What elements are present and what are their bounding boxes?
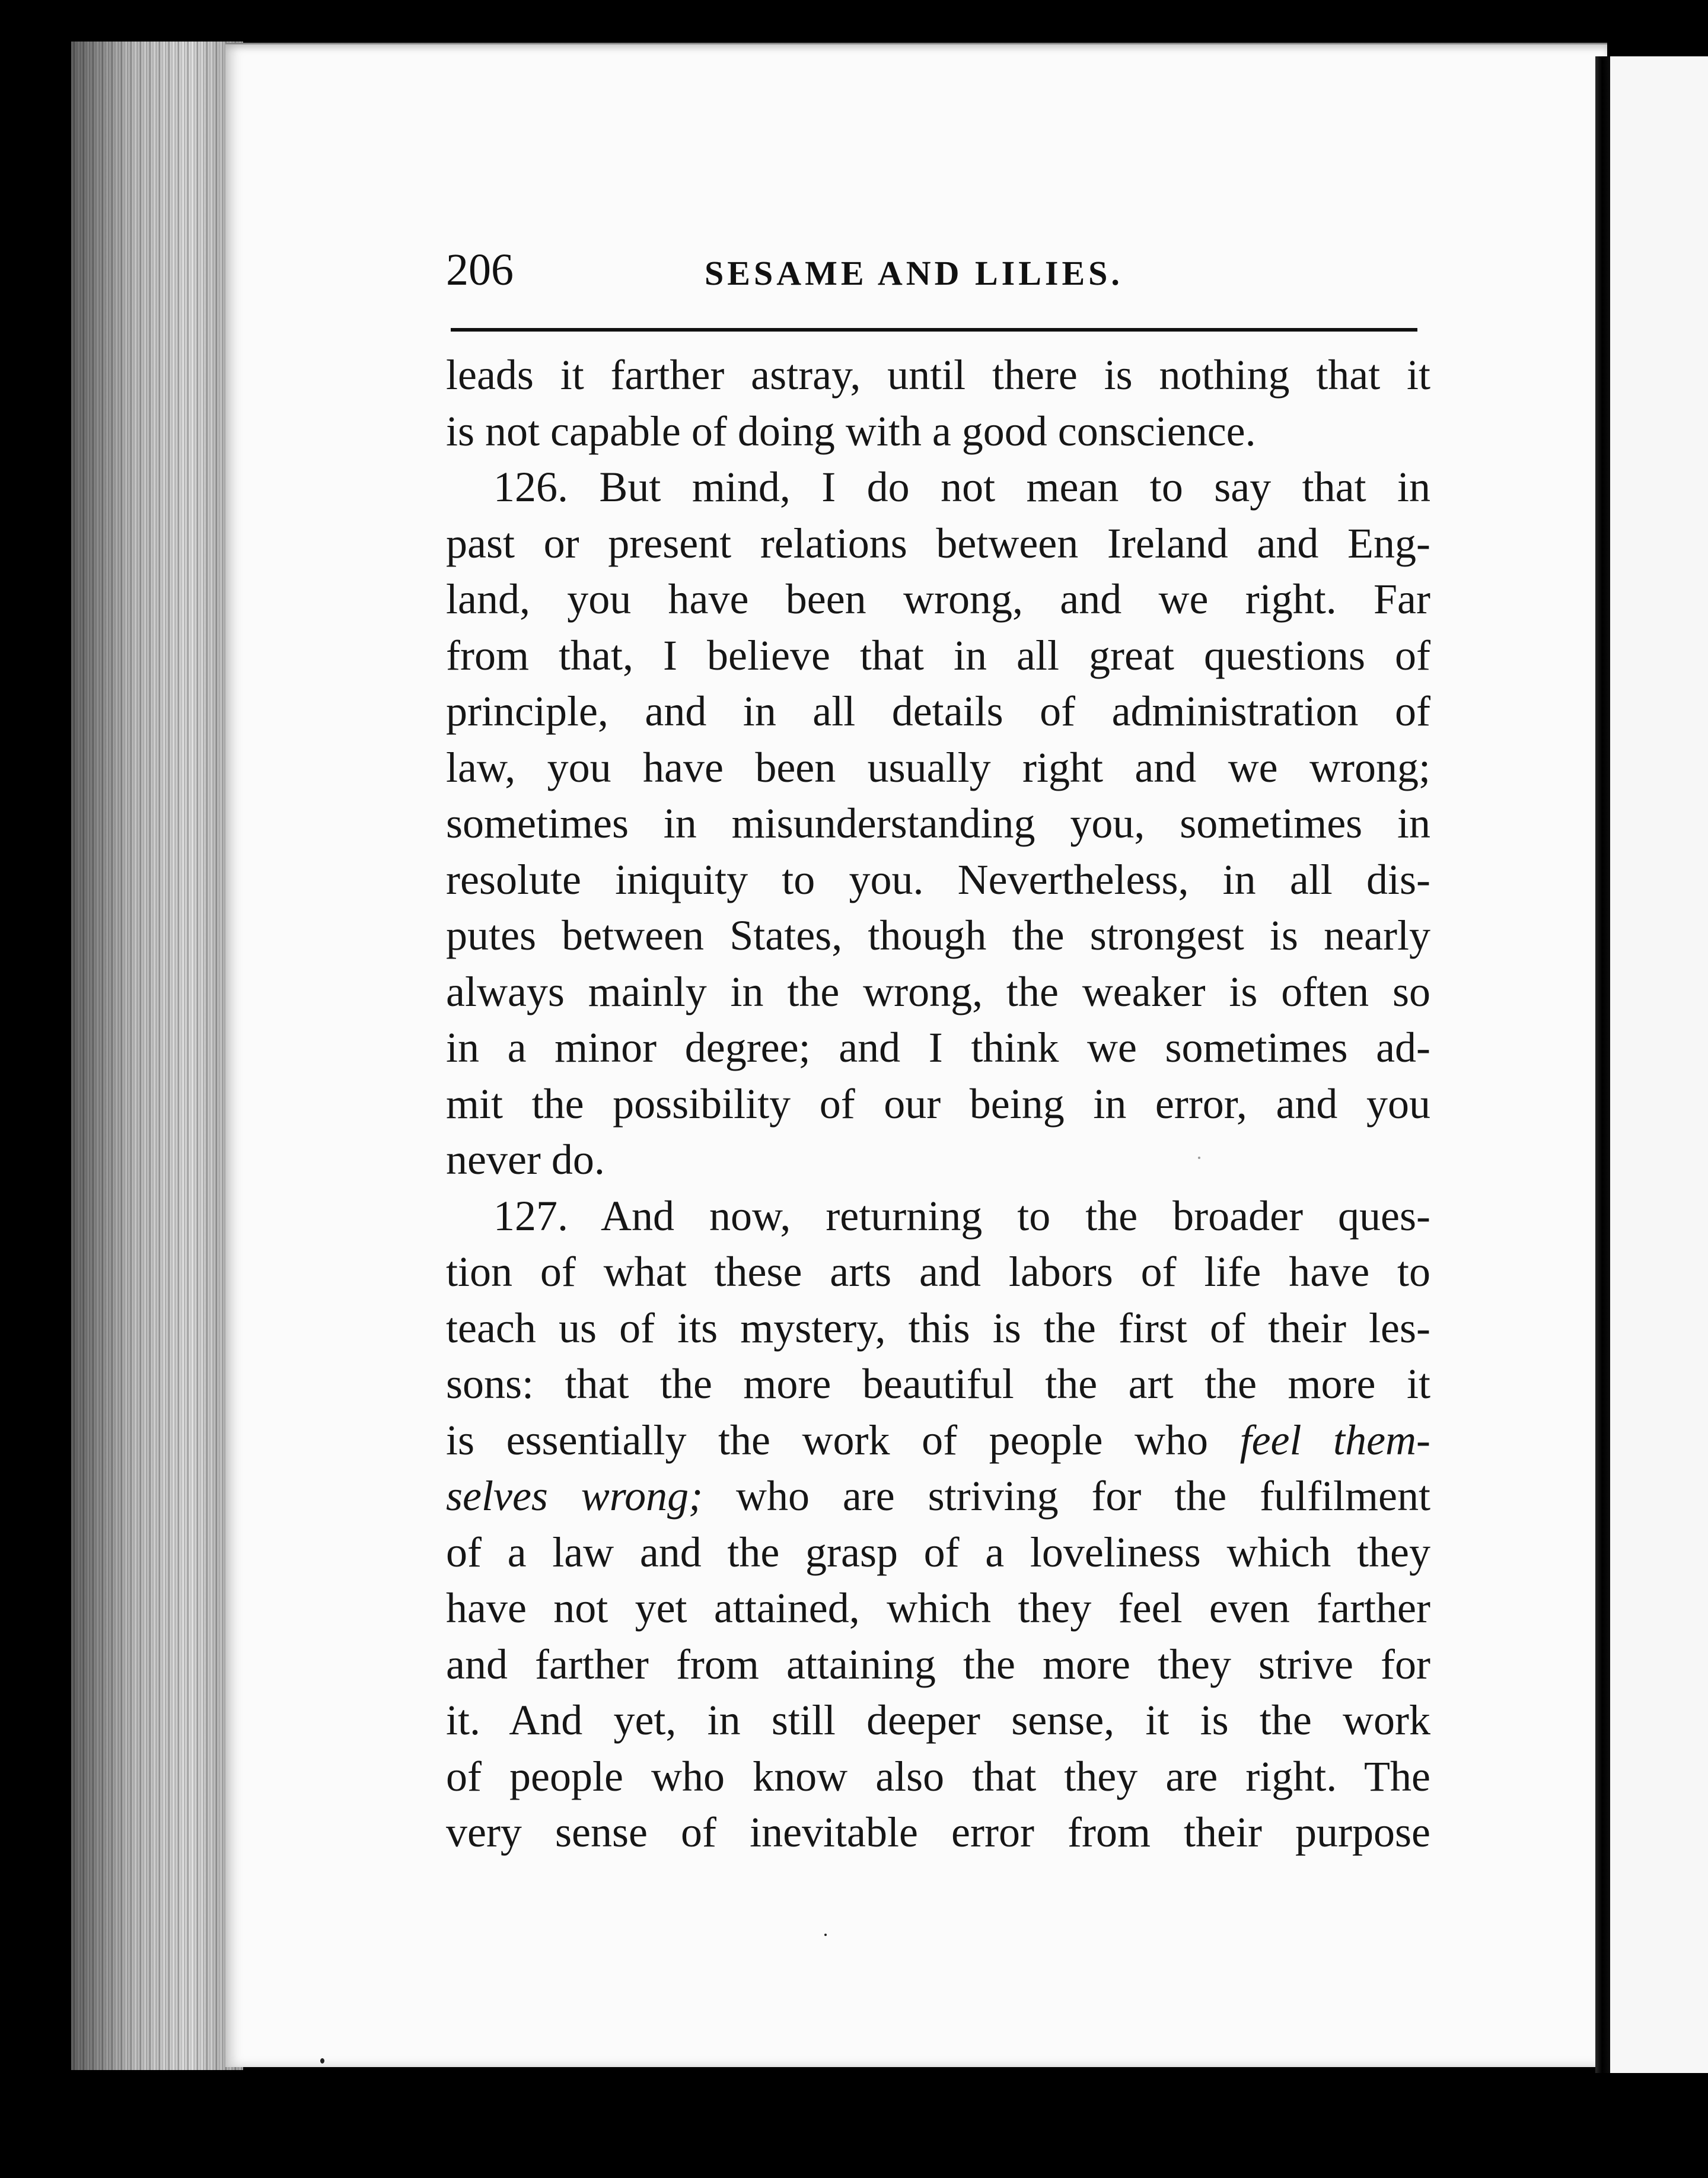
scan-speck — [320, 2058, 324, 2064]
text-line: sometimes in misunderstanding you, sometimes in — [446, 800, 1430, 847]
text-line: law, you have been usually right and we wrong; — [446, 743, 1430, 791]
text-line: always mainly in the wrong, the weaker is often so — [446, 967, 1430, 1015]
page-number: 206 — [446, 245, 514, 295]
text-line: of a law and the grasp of a loveliness which they — [446, 1528, 1430, 1576]
text-line: of people who know also that they are right. The — [446, 1752, 1430, 1800]
text-line: putes between States, though the strongest is nearly — [446, 912, 1430, 959]
text-line: tion of what these arts and labors of life have to — [446, 1248, 1430, 1295]
page-header — [446, 240, 1419, 300]
scan-speck — [824, 1934, 827, 1936]
text-line: in a minor degree; and I think we sometimes ad- — [446, 1024, 1430, 1071]
text-line: past or present relations between Ireland and Eng- — [446, 519, 1430, 567]
binding-gutter — [1595, 56, 1612, 2073]
paragraph-126-start: 126. But mind, I do not mean to say that in — [493, 463, 1430, 511]
text-line: principle, and in all details of administration of — [446, 687, 1430, 735]
italic-run: selves wrong; — [446, 1472, 703, 1520]
page-edges-shadow — [71, 42, 243, 2070]
text-line: it. And yet, in still deeper sense, it is the work — [446, 1696, 1430, 1744]
header-rule — [451, 328, 1417, 332]
text-line: leads it farther astray, until there is nothing that it — [446, 351, 1430, 399]
text-run: is essentially the work of people who — [446, 1416, 1240, 1464]
text-line: land, you have been wrong, and we right. Far — [446, 575, 1430, 623]
text-line — [446, 1468, 1430, 1524]
text-run: who are striving for the fulfilment — [703, 1472, 1430, 1520]
italic-run: feel them- — [1239, 1416, 1430, 1464]
scan-speck — [1198, 1157, 1200, 1159]
text-line: and farther from attaining the more they strive for — [446, 1640, 1430, 1688]
text-line: never do. — [446, 1136, 605, 1183]
text-line: mit the possibility of our being in error, and you — [446, 1080, 1430, 1128]
text-line: sons: that the more beautiful the art the more it — [446, 1360, 1430, 1408]
text-line: teach us of its mystery, this is the first of their les- — [446, 1304, 1430, 1352]
text-line: resolute iniquity to you. Nevertheless, in all dis- — [446, 855, 1430, 903]
text-line: from that, I believe that in all great questions of — [446, 631, 1430, 679]
next-page-edge — [1610, 56, 1708, 2073]
text-line: is not capable of doing with a good conscience. — [446, 407, 1256, 455]
text-line — [446, 1412, 1430, 1469]
body-text — [446, 347, 1430, 1861]
text-line: very sense of inevitable error from their purpose — [446, 1808, 1430, 1856]
text-line: have not yet attained, which they feel even farther — [446, 1584, 1430, 1632]
paragraph-127-start: 127. And now, returning to the broader ques- — [493, 1192, 1430, 1240]
running-title: SESAME AND LILIES. — [705, 254, 1123, 292]
